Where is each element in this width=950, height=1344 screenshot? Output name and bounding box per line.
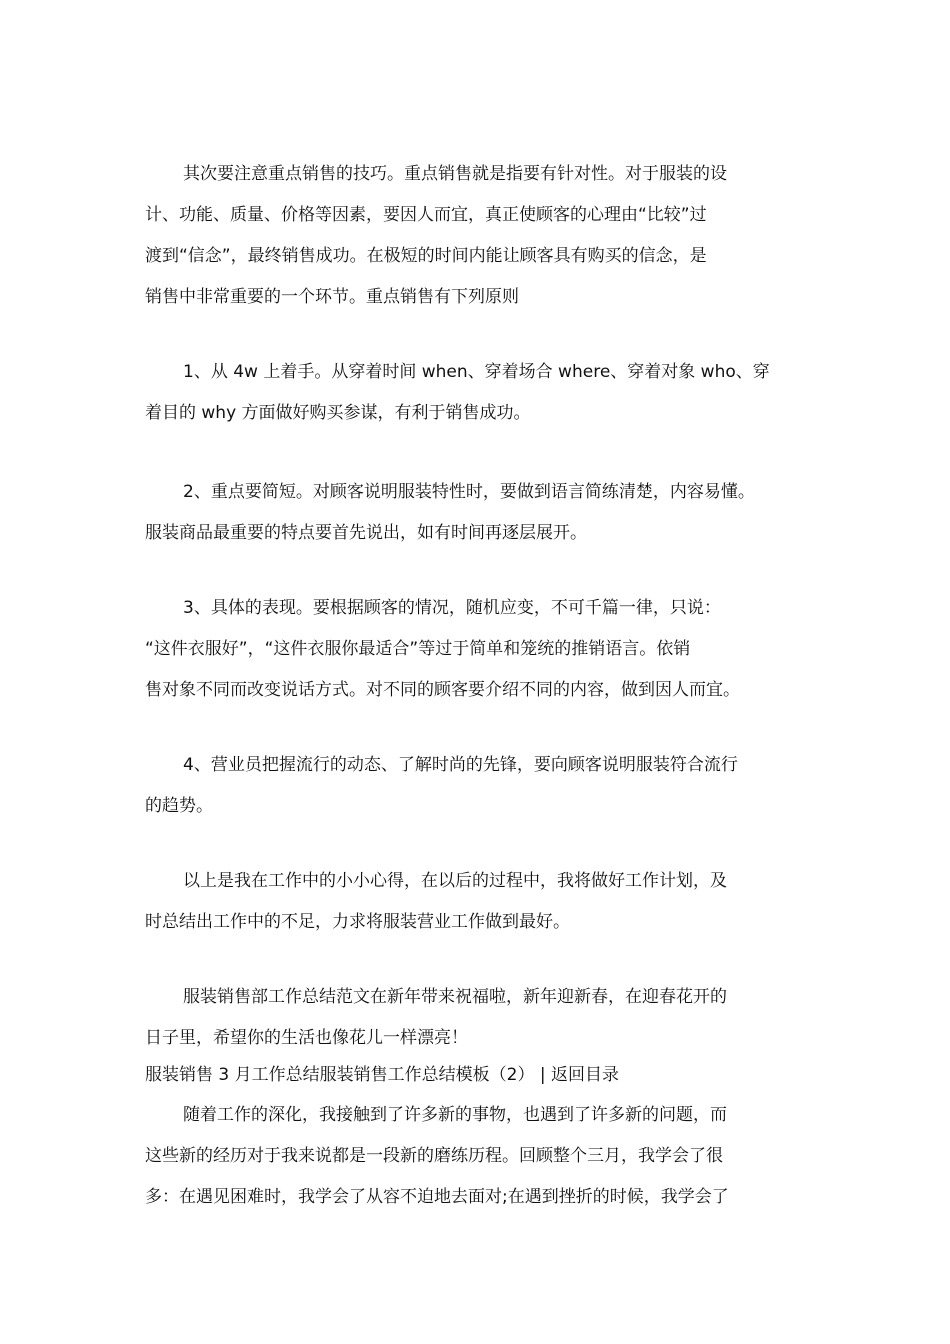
paragraph-line: 以上是我在工作中的小小心得，在以后的过程中，我将做好工作计划，及 — [183, 871, 727, 891]
paragraph-line: 计、功能、质量、价格等因素，要因人而宜，真正使顾客的心理由“比较”过 — [145, 205, 707, 225]
paragraph-line: 日子里，希望你的生活也像花儿一样漂亮！ — [145, 1028, 468, 1048]
paragraph-line: 的趋势。 — [145, 796, 213, 816]
paragraph-line: 着目的 why 方面做好购买参谋，有利于销售成功。 — [145, 403, 531, 423]
paragraph-line: 时总结出工作中的不足，力求将服装营业工作做到最好。 — [145, 912, 570, 932]
paragraph-line: 服装商品最重要的特点要首先说出，如有时间再逐层展开。 — [145, 523, 587, 543]
back-to-contents-link[interactable]: 返回目录 — [551, 1065, 619, 1085]
paragraph-line: 渡到“信念”，最终销售成功。在极短的时间内能让顾客具有购买的信念，是 — [145, 246, 707, 266]
paragraph-line: 这些新的经历对于我来说都是一段新的磨练历程。回顾整个三月，我学会了很 — [145, 1146, 723, 1166]
paragraph-line: 3、具体的表现。要根据顾客的情况，随机应变，不可千篇一律，只说： — [183, 598, 721, 618]
paragraph-line: “这件衣服好”，“这件衣服你最适合”等过于简单和笼统的推销语言。依销 — [145, 639, 691, 659]
paragraph-line: 随着工作的深化，我接触到了许多新的事物，也遇到了许多新的问题，而 — [183, 1105, 727, 1125]
paragraph-line: 售对象不同而改变说话方式。对不同的顾客要介绍不同的内容，做到因人而宜。 — [145, 680, 740, 700]
paragraph-line: 2、重点要简短。对顾客说明服装特性时，要做到语言简练清楚，内容易懂。 — [183, 482, 755, 502]
section-title: 服装销售 3 月工作总结服装销售工作总结模板（2） — [145, 1065, 535, 1085]
paragraph-line: 1、从 4w 上着手。从穿着时间 when、穿着场合 where、穿着对象 who、穿 — [183, 362, 770, 382]
section-heading — [145, 1064, 619, 1086]
paragraph-line: 其次要注意重点销售的技巧。重点销售就是指要有针对性。对于服装的设 — [183, 164, 727, 184]
heading-separator: | — [534, 1065, 551, 1085]
paragraph-line: 服装销售部工作总结范文在新年带来祝福啦，新年迎新春，在迎春花开的 — [183, 987, 727, 1007]
paragraph-line: 销售中非常重要的一个环节。重点销售有下列原则 — [145, 287, 519, 307]
paragraph-line: 4、营业员把握流行的动态、了解时尚的先锋，要向顾客说明服装符合流行 — [183, 755, 738, 775]
paragraph-line: 多：在遇见困难时，我学会了从容不迫地去面对;在遇到挫折的时候，我学会了 — [145, 1187, 729, 1207]
